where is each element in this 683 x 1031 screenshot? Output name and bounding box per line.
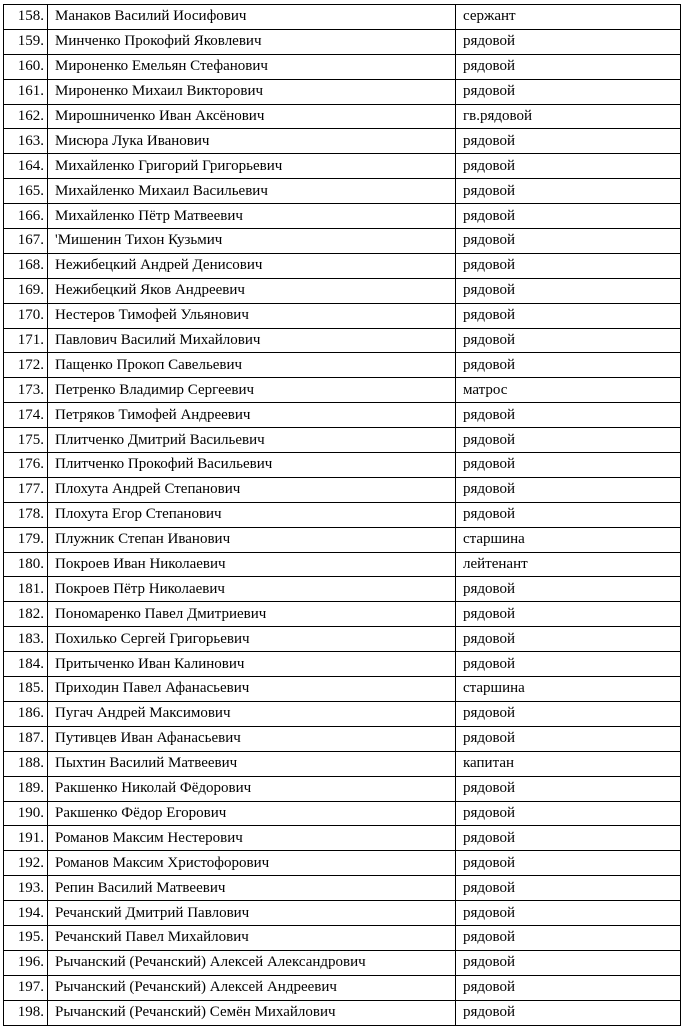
military-rank: рядовой [456,950,681,975]
row-number: 190. [4,801,48,826]
person-name: Мисюра Лука Иванович [48,129,456,154]
row-number: 176. [4,453,48,478]
person-name: Мироненко Михаил Викторович [48,79,456,104]
row-number: 187. [4,726,48,751]
table-row [4,253,681,278]
row-number: 175. [4,428,48,453]
military-rank: рядовой [456,353,681,378]
table-row [4,826,681,851]
military-rank: рядовой [456,776,681,801]
table-row [4,104,681,129]
person-name: Покроев Пётр Николаевич [48,577,456,602]
row-number: 160. [4,54,48,79]
military-rank: рядовой [456,79,681,104]
row-number: 198. [4,1000,48,1025]
person-name: Нестеров Тимофей Ульянович [48,303,456,328]
table-row [4,502,681,527]
row-number: 171. [4,328,48,353]
military-rank: рядовой [456,975,681,1000]
row-number: 185. [4,677,48,702]
military-rank: старшина [456,527,681,552]
row-number: 182. [4,602,48,627]
military-rank: рядовой [456,204,681,229]
table-row [4,129,681,154]
row-number: 159. [4,29,48,54]
military-rank: сержант [456,5,681,30]
person-name: Пугач Андрей Максимович [48,701,456,726]
row-number: 193. [4,876,48,901]
row-number: 186. [4,701,48,726]
military-rank: рядовой [456,154,681,179]
table-row [4,901,681,926]
table-row [4,925,681,950]
table-row [4,79,681,104]
person-name: Плитченко Дмитрий Васильевич [48,428,456,453]
person-name: Манаков Василий Иосифович [48,5,456,30]
table-row [4,776,681,801]
person-name: Романов Максим Христофорович [48,851,456,876]
table-row [4,29,681,54]
person-name: Плохута Егор Степанович [48,502,456,527]
military-rank: рядовой [456,403,681,428]
military-rank: рядовой [456,428,681,453]
table-row [4,204,681,229]
table-row [4,1000,681,1025]
person-name: Михайленко Пётр Матвеевич [48,204,456,229]
row-number: 184. [4,652,48,677]
row-number: 181. [4,577,48,602]
table-row [4,751,681,776]
table-row [4,726,681,751]
row-number: 158. [4,5,48,30]
person-name: Притыченко Иван Калинович [48,652,456,677]
row-number: 196. [4,950,48,975]
table-row [4,677,681,702]
person-name: Павлович Василий Михайлович [48,328,456,353]
table-row [4,229,681,254]
military-rank: рядовой [456,453,681,478]
row-number: 166. [4,204,48,229]
military-rank: рядовой [456,477,681,502]
military-rank: рядовой [456,652,681,677]
table-row [4,602,681,627]
person-name: Мирошниченко Иван Аксёнович [48,104,456,129]
person-name: Плитченко Прокофий Васильевич [48,453,456,478]
person-name: Приходин Павел Афанасьевич [48,677,456,702]
table-row [4,5,681,30]
person-name: Романов Максим Нестерович [48,826,456,851]
table-row [4,950,681,975]
military-rank: рядовой [456,851,681,876]
military-rank: рядовой [456,901,681,926]
military-rank: гв.рядовой [456,104,681,129]
military-rank: матрос [456,378,681,403]
military-rank: рядовой [456,876,681,901]
person-name: Пащенко Прокоп Савельевич [48,353,456,378]
table-row [4,527,681,552]
military-rank: рядовой [456,701,681,726]
person-name: Минченко Прокофий Яковлевич [48,29,456,54]
row-number: 197. [4,975,48,1000]
table-row [4,701,681,726]
row-number: 161. [4,79,48,104]
row-number: 195. [4,925,48,950]
military-rank: лейтенант [456,552,681,577]
person-name: Нежибецкий Яков Андреевич [48,278,456,303]
row-number: 179. [4,527,48,552]
row-number: 172. [4,353,48,378]
military-rank: рядовой [456,253,681,278]
table-row [4,851,681,876]
table-row [4,378,681,403]
military-rank: рядовой [456,54,681,79]
military-rank: рядовой [456,602,681,627]
row-number: 177. [4,477,48,502]
roster-table [3,4,681,1026]
military-rank: рядовой [456,278,681,303]
person-name: Нежибецкий Андрей Денисович [48,253,456,278]
military-rank: рядовой [456,129,681,154]
row-number: 168. [4,253,48,278]
person-name: Речанский Дмитрий Павлович [48,901,456,926]
person-name: Плохута Андрей Степанович [48,477,456,502]
person-name: Петренко Владимир Сергеевич [48,378,456,403]
military-rank: рядовой [456,328,681,353]
row-number: 169. [4,278,48,303]
military-rank: рядовой [456,801,681,826]
table-row [4,278,681,303]
table-row [4,477,681,502]
table-row [4,54,681,79]
row-number: 183. [4,627,48,652]
row-number: 191. [4,826,48,851]
person-name: Ракшенко Николай Фёдорович [48,776,456,801]
row-number: 170. [4,303,48,328]
row-number: 167. [4,229,48,254]
row-number: 163. [4,129,48,154]
row-number: 192. [4,851,48,876]
row-number: 178. [4,502,48,527]
table-row [4,303,681,328]
table-row [4,403,681,428]
military-rank: рядовой [456,179,681,204]
military-rank: рядовой [456,627,681,652]
military-rank: рядовой [456,925,681,950]
table-row [4,876,681,901]
row-number: 188. [4,751,48,776]
row-number: 162. [4,104,48,129]
table-row [4,577,681,602]
row-number: 174. [4,403,48,428]
row-number: 173. [4,378,48,403]
row-number: 194. [4,901,48,926]
table-row [4,975,681,1000]
person-name: Речанский Павел Михайлович [48,925,456,950]
table-row [4,353,681,378]
table-row [4,801,681,826]
table-row [4,453,681,478]
person-name: Похилько Сергей Григорьевич [48,627,456,652]
person-name: Путивцев Иван Афанасьевич [48,726,456,751]
person-name: Петряков Тимофей Андреевич [48,403,456,428]
table-row [4,552,681,577]
military-rank: старшина [456,677,681,702]
person-name: 'Мишенин Тихон Кузьмич [48,229,456,254]
person-name: Пыхтин Василий Матвеевич [48,751,456,776]
person-name: Плужник Степан Иванович [48,527,456,552]
row-number: 165. [4,179,48,204]
person-name: Рычанский (Речанский) Алексей Александрович [48,950,456,975]
military-rank: капитан [456,751,681,776]
person-name: Покроев Иван Николаевич [48,552,456,577]
military-rank: рядовой [456,303,681,328]
table-row [4,627,681,652]
military-rank: рядовой [456,502,681,527]
table-row [4,652,681,677]
military-rank: рядовой [456,229,681,254]
person-name: Михайленко Михаил Васильевич [48,179,456,204]
table-row [4,428,681,453]
row-number: 164. [4,154,48,179]
roster-table-body [4,5,681,1026]
military-rank: рядовой [456,29,681,54]
row-number: 180. [4,552,48,577]
table-row [4,154,681,179]
person-name: Ракшенко Фёдор Егорович [48,801,456,826]
military-rank: рядовой [456,826,681,851]
person-name: Мироненко Емельян Стефанович [48,54,456,79]
military-rank: рядовой [456,577,681,602]
person-name: Пономаренко Павел Дмитриевич [48,602,456,627]
table-row [4,328,681,353]
person-name: Рычанский (Речанский) Семён Михайлович [48,1000,456,1025]
military-rank: рядовой [456,1000,681,1025]
person-name: Михайленко Григорий Григорьевич [48,154,456,179]
person-name: Рычанский (Речанский) Алексей Андреевич [48,975,456,1000]
document-page [3,4,680,1026]
table-row [4,179,681,204]
person-name: Репин Василий Матвеевич [48,876,456,901]
military-rank: рядовой [456,726,681,751]
row-number: 189. [4,776,48,801]
